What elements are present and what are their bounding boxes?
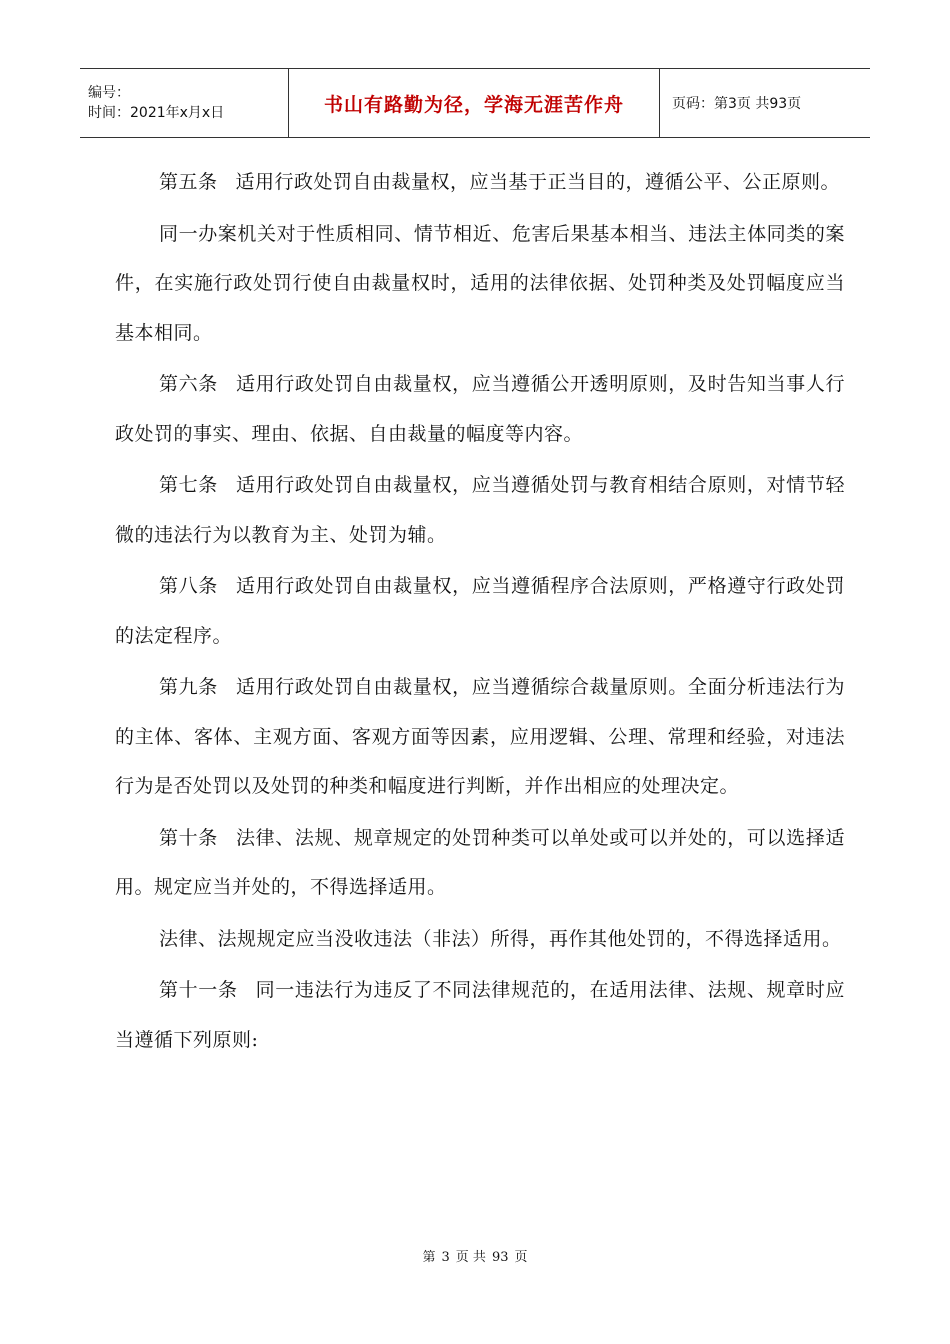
paragraph-text: 适用行政处罚自由裁量权，应当遵循综合裁量原则。全面分析违法行为的主体、客体、主观方面、客观方面等因素，应用逻辑、公理、常理和经验，对违法行为是否处罚以及处罚的种类和幅度进行判断，并作出相应的处理决定。: [115, 676, 845, 797]
paragraph-text: 同一办案机关对于性质相同、情节相近、危害后果基本相当、违法主体同类的案件，在实施行政处罚行使自由裁量权时，适用的法律依据、处罚种类及处罚幅度应当基本相同。: [115, 222, 845, 344]
paragraph-text: 法律、法规、规章规定的处罚种类可以单处或可以并处的，可以选择适用。规定应当并处的，不得选择适用。: [115, 826, 845, 898]
page-label: 页码：第3页 共93页: [672, 96, 802, 112]
date-label: 时间：2021年x月x日: [88, 105, 225, 121]
paragraph-text: 适用行政处罚自由裁量权，应当遵循程序合法原则，严格遵守行政处罚的法定程序。: [115, 575, 845, 647]
article-number: 第五条: [159, 171, 218, 193]
header-page-cell: [660, 69, 870, 137]
article-number: 第八条: [159, 575, 218, 597]
article-number: 第十条: [159, 826, 218, 849]
paragraph: [115, 915, 845, 965]
header-motto-cell: [289, 69, 660, 137]
page-header: [80, 68, 870, 138]
paragraph: [115, 461, 845, 560]
paragraph: [115, 562, 845, 661]
motto-text: 书山有路勤为径，学海无涯苦作舟: [323, 93, 624, 116]
number-label: 编号：: [88, 85, 130, 101]
footer-prefix: 第: [422, 1250, 436, 1265]
header-info: [80, 69, 289, 137]
paragraph-text: 适用行政处罚自由裁量权，应当遵循处罚与教育相结合原则，对情节轻微的违法行为以教育为主、处罚为辅。: [115, 474, 845, 546]
paragraph: [115, 360, 845, 459]
document-body: [115, 158, 845, 1067]
article-number: 第七条: [159, 474, 218, 496]
article-number: 第九条: [159, 676, 218, 698]
paragraph: [115, 814, 845, 913]
footer-mid: 页 共: [455, 1250, 486, 1265]
paragraph-text: 适用行政处罚自由裁量权，应当基于正当目的，遵循公平、公正原则。: [235, 171, 841, 193]
paragraph: [115, 210, 845, 359]
footer-current-page: 3: [441, 1250, 450, 1265]
page-footer: [0, 1246, 950, 1265]
paragraph-text: 法律、法规规定应当没收违法（非法）所得，再作其他处罚的，不得选择适用。: [159, 927, 842, 950]
paragraph: [115, 663, 845, 812]
article-number: 第十一条: [159, 979, 238, 1001]
article-number: 第六条: [159, 373, 218, 395]
footer-total-pages: 93: [491, 1250, 509, 1265]
paragraph: [115, 158, 845, 208]
footer-suffix: 页: [514, 1250, 528, 1265]
paragraph-text: 同一违法行为违反了不同法律规范的，在适用法律、法规、规章时应当遵循下列原则:: [115, 979, 845, 1051]
paragraph: [115, 966, 845, 1065]
paragraph-text: 适用行政处罚自由裁量权，应当遵循公开透明原则，及时告知当事人行政处罚的事实、理由、依据、自由裁量的幅度等内容。: [115, 373, 845, 445]
